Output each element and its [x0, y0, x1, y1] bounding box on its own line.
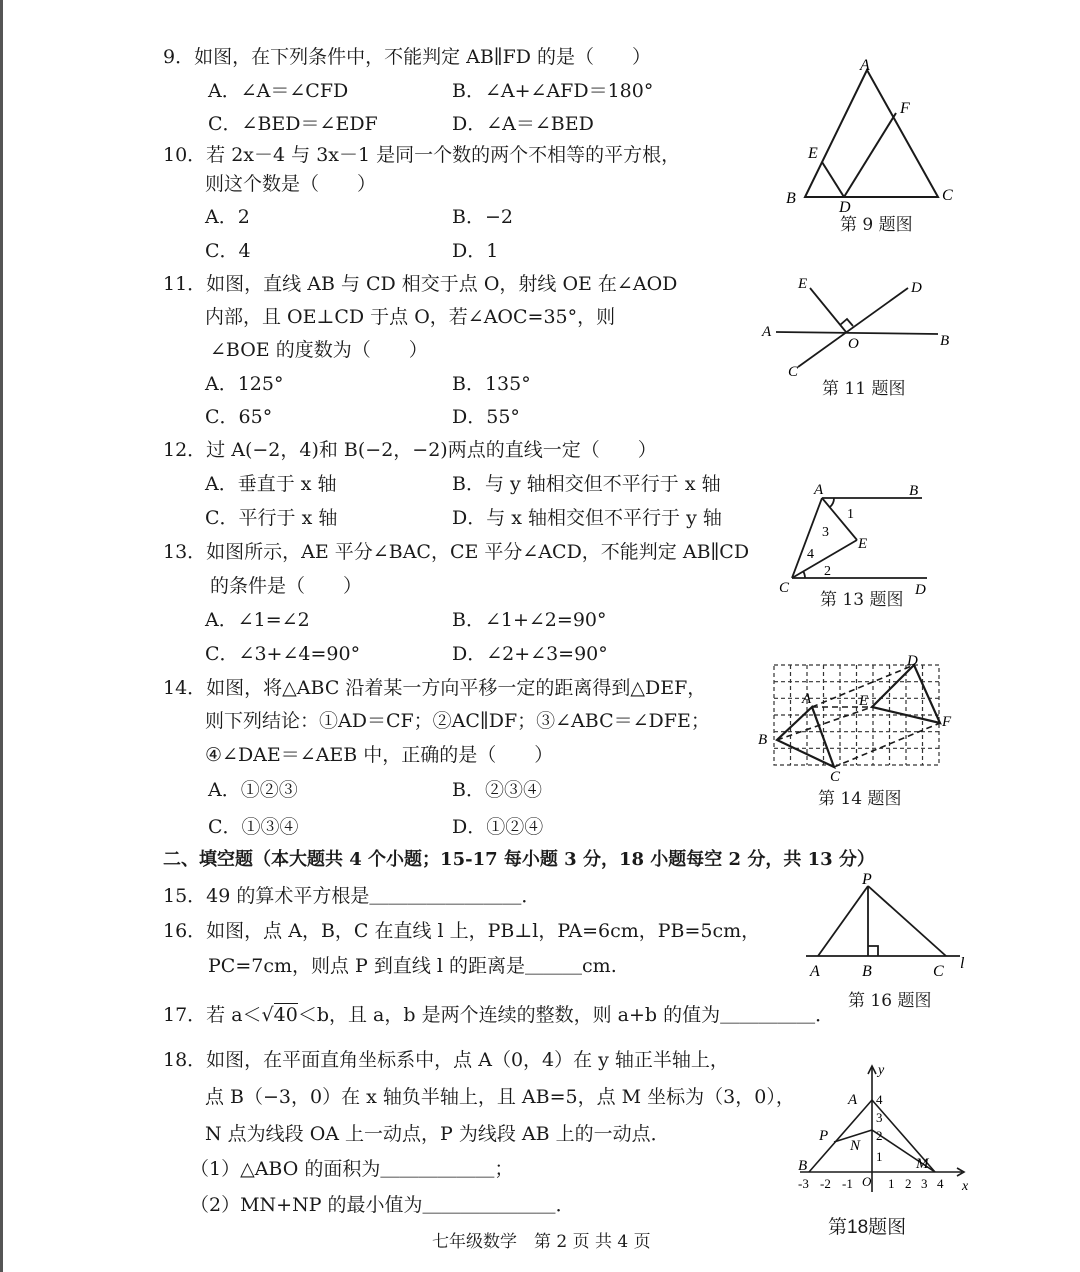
q16-label-l: l — [960, 955, 965, 972]
q18-sub2: （2）MN+NP 的最小值为＿＿＿＿＿＿＿． — [190, 1194, 575, 1216]
q9-triangle-abc — [805, 70, 938, 197]
q13-angle-arc-1 — [830, 498, 834, 507]
q18-y-tick-3: 3 — [876, 1110, 883, 1125]
q18-x-tick-3: 3 — [921, 1176, 928, 1191]
q10-stem-line1: 10．若 2x－4 与 3x－1 是同一个数的两个不相等的平方根， — [163, 144, 681, 166]
section-fill-in-title: 二、填空题（本大题共 4 个小题；15-17 每小题 3 分，18 小题每空 2 分，共 13 分） — [163, 849, 875, 870]
q12-stem: 12．过 A(−2，4)和 B(−2，−2)两点的直线一定（ ） — [163, 439, 657, 461]
q10-option-d: D．1 — [452, 240, 499, 262]
q14-option-b: B．②③④ — [452, 779, 542, 801]
q13-angle-2: 2 — [824, 564, 831, 579]
q14-stem-line2: 则下列结论：①AD＝CF；②AC∥DF；③∠ABC＝∠DFE； — [205, 710, 710, 732]
q18-stem-line3: N 点为线段 OA 上一动点，P 为线段 AB 上的一动点． — [205, 1123, 670, 1145]
q12-option-c: C．平行于 x 轴 — [205, 507, 338, 529]
q16-stem-line1: 16．如图，点 A，B，C 在直线 l 上，PB⊥l，PA=6cm，PB=5cm， — [163, 920, 761, 942]
q13-option-d: D．∠2+∠3=90° — [452, 643, 608, 665]
q9-figure-caption: 第 9 题图 — [840, 215, 913, 235]
q11-label-o: O — [848, 336, 859, 352]
q14-label-e: E — [859, 693, 869, 709]
q17-radicand: 40 — [273, 1004, 298, 1026]
q11-right-angle-mark — [840, 319, 853, 326]
q13-stem-line2: 的条件是（ ） — [210, 575, 363, 597]
q11-label-b: B — [940, 333, 950, 349]
q11-stem-line1: 11．如图，直线 AB 与 CD 相交于点 O，射线 OE 在∠AOD — [163, 273, 678, 295]
q10-option-c: C．4 — [205, 240, 251, 262]
q14-option-c: C．①③④ — [208, 816, 299, 838]
q9-option-d: D．∠A＝∠BED — [452, 113, 594, 135]
q11-label-d: D — [911, 280, 922, 296]
q11-stem-line2: 内部，且 OE⊥CD 于点 O，若∠AOC=35°，则 — [205, 306, 616, 328]
q9-label-f: F — [900, 100, 910, 117]
q14-label-c: C — [830, 769, 841, 785]
figure-q9 — [780, 55, 970, 215]
q16-answer-blank[interactable]: ＿＿＿ — [525, 955, 583, 977]
q11-label-a: A — [762, 324, 772, 340]
q13-figure-caption: 第 13 题图 — [820, 590, 904, 610]
q13-label-c: C — [779, 580, 790, 596]
q18-sub1-answer-blank[interactable]: ＿＿＿＿＿＿ — [380, 1158, 495, 1180]
q11-figure-caption: 第 11 题图 — [822, 379, 906, 399]
figure-q13 — [772, 478, 942, 596]
q16-stem-line2: PC=7cm，则点 P 到直线 l 的距离是＿＿＿cm. — [208, 955, 617, 977]
q18-x-tick-4: 4 — [937, 1176, 944, 1191]
q9-option-b: B．∠A+∠AFD＝180° — [452, 80, 654, 102]
q11-stem-line3: ∠BOE 的度数为（ ） — [210, 339, 428, 361]
q12-option-d: D．与 x 轴相交但不平行于 y 轴 — [452, 507, 722, 529]
q12-option-a: A．垂直于 x 轴 — [205, 473, 337, 495]
q14-option-d: D．①②④ — [452, 816, 544, 838]
q15-stem: 15．49 的算术平方根是＿＿＿＿＿＿＿＿． — [163, 885, 541, 907]
q11-option-b: B．135° — [452, 373, 531, 395]
q14-segment-be — [777, 707, 872, 740]
figure-q11 — [758, 272, 958, 382]
q17-stem: 17．若 a＜√40＜b，且 a，b 是两个连续的整数，则 a+b 的值为＿＿＿＿＿． — [163, 1004, 835, 1026]
q14-label-a: A — [802, 691, 812, 707]
q13-option-b: B．∠1+∠2=90° — [452, 609, 607, 631]
q18-x-tick-neg2: -2 — [820, 1176, 831, 1191]
q11-line-ab — [776, 332, 938, 334]
q11-label-c: C — [788, 364, 799, 380]
q14-label-f: F — [942, 714, 952, 730]
q9-segment-df — [844, 113, 896, 197]
q18-y-tick-1: 1 — [876, 1149, 883, 1164]
q16-label-p: P — [862, 872, 872, 888]
q18-y-tick-4: 4 — [876, 1092, 883, 1107]
q14-label-d: D — [907, 655, 918, 669]
q9-label-b: B — [786, 190, 796, 207]
q13-label-b: B — [909, 483, 919, 499]
q11-option-d: D．55° — [452, 406, 520, 428]
q16-label-b: B — [862, 963, 872, 980]
q9-segment-ed — [822, 162, 844, 197]
q18-figure-caption: 第18题图 — [828, 1217, 907, 1238]
q18-label-o: O — [862, 1174, 872, 1189]
q16-segment-pc — [868, 886, 946, 956]
q16-figure-caption: 第 16 题图 — [848, 991, 932, 1011]
q18-label-b: B — [798, 1158, 808, 1174]
page-left-edge — [0, 0, 3, 1272]
q16-right-angle-mark — [868, 946, 878, 956]
q9-stem: 9．如图，在下列条件中，不能判定 AB∥FD 的是（ ） — [163, 46, 652, 68]
q10-stem-line2: 则这个数是（ ） — [205, 173, 377, 195]
q10-option-a: A．2 — [205, 206, 250, 228]
q9-option-a: A．∠A＝∠CFD — [208, 80, 349, 102]
q11-option-a: A．125° — [205, 373, 284, 395]
q11-label-e: E — [798, 276, 808, 292]
q14-figure-caption: 第 14 题图 — [818, 789, 902, 809]
figure-q14 — [752, 655, 962, 785]
q9-label-d: D — [839, 199, 851, 215]
q18-label-x: x — [962, 1179, 969, 1194]
q13-angle-1: 1 — [847, 507, 854, 522]
q16-label-a: A — [810, 963, 820, 980]
q13-angle-arc-2 — [803, 571, 805, 578]
q9-label-c: C — [942, 187, 953, 204]
q11-option-c: C．65° — [205, 406, 273, 428]
q18-y-tick-2: 2 — [876, 1128, 883, 1143]
q13-option-a: A．∠1=∠2 — [205, 609, 310, 631]
q16-label-c: C — [933, 963, 944, 980]
q18-x-tick-neg1: -1 — [842, 1176, 853, 1191]
q17-sqrt-symbol: √ — [261, 1004, 274, 1026]
q18-stem-line1: 18．如图，在平面直角坐标系中，点 A（0，4）在 y 轴正半轴上， — [163, 1049, 729, 1071]
q14-stem-line3: ④∠DAE＝∠AEB 中，正确的是（ ） — [205, 744, 554, 766]
q18-x-tick-neg3: -3 — [798, 1176, 809, 1191]
q13-label-e: E — [858, 536, 868, 552]
q18-sub1: （1）△ABO 的面积为＿＿＿＿＿＿； — [190, 1158, 514, 1180]
q18-label-m: M — [916, 1156, 929, 1172]
q14-option-a: A．①②③ — [208, 779, 298, 801]
q13-label-d: D — [915, 582, 926, 596]
q18-label-a: A — [848, 1092, 858, 1108]
q10-option-b: B．−2 — [452, 206, 513, 228]
figure-q16 — [800, 872, 975, 984]
q18-x-tick-1: 1 — [888, 1176, 895, 1191]
q15-answer-blank[interactable]: ＿＿＿＿＿＿＿＿ — [369, 885, 522, 907]
figure-q18 — [792, 1058, 977, 1198]
q11-line-cd — [798, 288, 908, 367]
q14-label-b: B — [758, 732, 768, 748]
q9-label-e: E — [808, 145, 818, 162]
page-footer: 七年级数学 第 2 页 共 4 页 — [432, 1232, 651, 1252]
q18-stem-line2: 点 B（−3，0）在 x 轴负半轴上，且 AB=5，点 M 坐标为（3，0）， — [205, 1086, 795, 1108]
q17-answer-blank[interactable]: ＿＿＿＿＿ — [720, 1004, 816, 1026]
q13-label-a: A — [814, 482, 824, 498]
q13-option-c: C．∠3+∠4=90° — [205, 643, 361, 665]
q18-label-y: y — [878, 1063, 885, 1078]
q14-stem-line1: 14．如图，将△ABC 沿着某一方向平移一定的距离得到△DEF， — [163, 677, 707, 699]
q9-label-a: A — [860, 57, 870, 74]
q13-stem-line1: 13．如图所示，AE 平分∠BAC，CE 平分∠ACD，不能判定 AB∥CD — [163, 541, 750, 563]
q18-sub2-answer-blank[interactable]: ＿＿＿＿＿＿＿ — [422, 1194, 556, 1216]
q13-angle-4: 4 — [807, 547, 814, 562]
q13-angle-3: 3 — [822, 525, 829, 540]
q12-option-b: B．与 y 轴相交但不平行于 x 轴 — [452, 473, 721, 495]
q14-triangle-abc — [777, 707, 834, 767]
q14-segment-cf — [834, 723, 940, 767]
q18-label-p: P — [819, 1128, 829, 1144]
q18-label-n: N — [850, 1138, 861, 1154]
q13-segment-ac — [792, 498, 822, 578]
q18-x-tick-2: 2 — [905, 1176, 912, 1191]
q9-option-c: C．∠BED＝∠EDF — [208, 113, 378, 135]
q16-segment-pa — [818, 886, 868, 956]
